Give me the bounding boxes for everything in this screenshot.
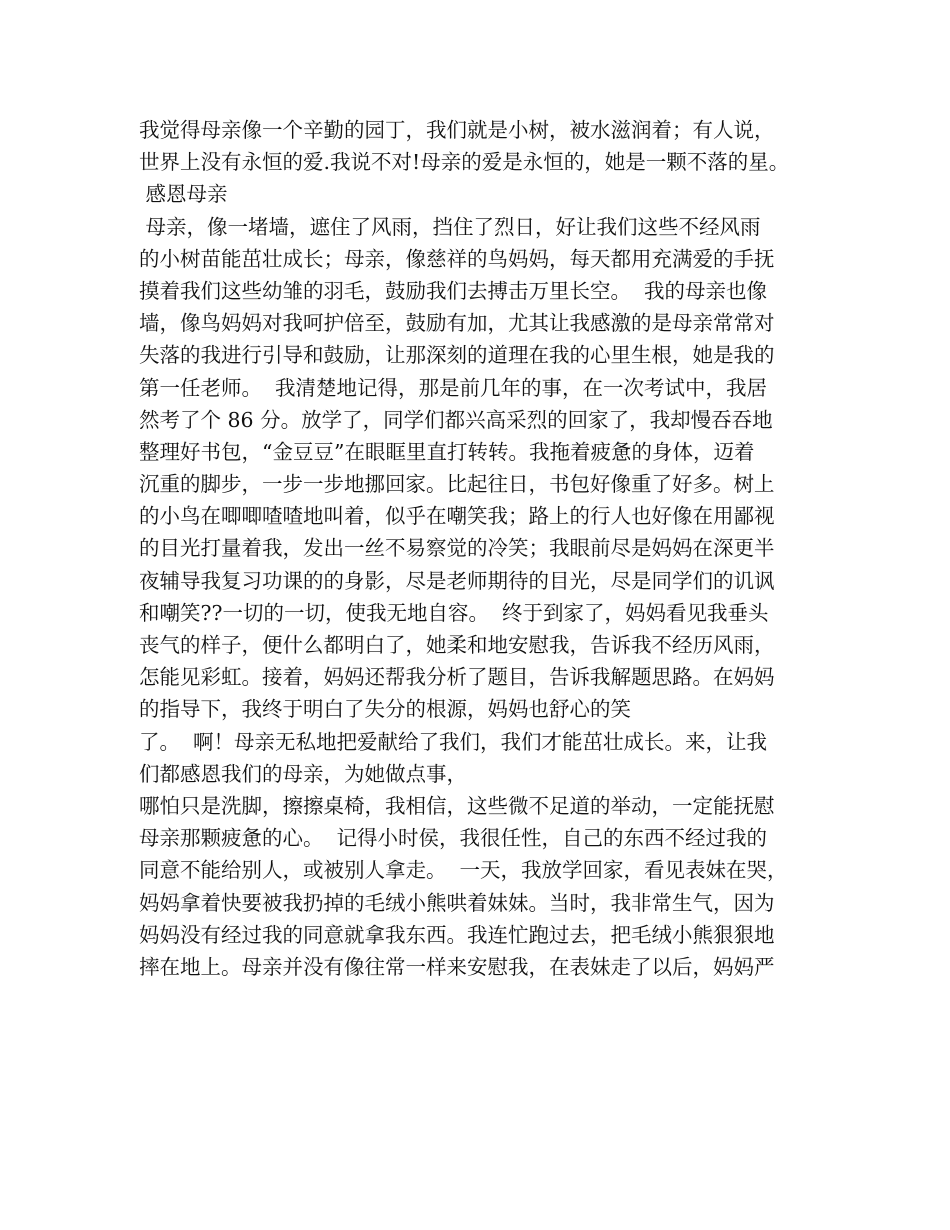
text-line: 然考了个 86 分。放学了，同学们都兴高采烈的回家了，我却慢吞吞地: [139, 407, 773, 432]
text-line: 们都感恩我们的母亲，为她做点事，: [139, 761, 467, 786]
text-line: 哪怕只是洗脚，擦擦桌椅，我相信，这些微不足道的举动，一定能抚慰: [139, 793, 775, 818]
text-line: 第一任老师。 我清楚地记得，那是前几年的事，在一次考试中，我居: [139, 375, 768, 400]
text-line: 摔在地上。母亲并没有像往常一样来安慰我，在表妹走了以后，妈妈严: [139, 954, 775, 979]
text-line: 的目光打量着我，发出一丝不易察觉的冷笑；我眼前尽是妈妈在深更半: [139, 536, 775, 561]
text-line: 我觉得母亲像一个辛勤的园丁，我们就是小树，被水滋润着；有人说，: [139, 118, 775, 142]
text-line: 失落的我进行引导和鼓励，让那深刻的道理在我的心里生根，她是我的: [139, 343, 775, 368]
text-line: 沉重的脚步，一步一步地挪回家。比起往日，书包好像重了好多。树上: [139, 472, 775, 497]
text-line: 墙，像鸟妈妈对我呵护倍至，鼓励有加，尤其让我感激的是母亲常常对: [139, 311, 775, 336]
text-line: 了。 啊！母亲无私地把爱献给了我们，我们才能茁壮成长。来，让我: [139, 729, 768, 754]
text-line: 妈妈拿着快要被我扔掉的毛绒小熊哄着妹妹。当时，我非常生气，因为: [139, 890, 775, 915]
text-line: 摸着我们这些幼雏的羽毛，鼓励我们去搏击万里长空。 我的母亲也像: [139, 278, 768, 303]
text-line: 夜辅导我复习功课的的身影，尽是老师期待的目光，尽是同学们的讥讽: [139, 568, 775, 593]
text-line: 妈妈没有经过我的同意就拿我东西。我连忙跑过去，把毛绒小熊狠狠地: [139, 922, 775, 947]
text-line: 母亲那颗疲惫的心。 记得小时侯，我很任性，自己的东西不经过我的: [139, 826, 768, 851]
text-line: 的指导下，我终于明白了失分的根源，妈妈也舒心的笑: [139, 697, 631, 722]
text-line: 丧气的样子，便什么都明白了，她柔和地安慰我，告诉我不经历风雨，: [139, 633, 775, 657]
section-heading: 感恩母亲: [139, 182, 228, 207]
text-line: 怎能见彩虹。接着，妈妈还帮我分析了题目，告诉我解题思路。在妈妈: [139, 665, 775, 690]
text-line: 同意不能给别人，或被别人拿走。 一天，我放学回家，看见表妹在哭，: [139, 858, 788, 883]
text-line: 的小鸟在唧唧喳喳地叫着，似乎在嘲笑我；路上的行人也好像在用鄙视: [139, 504, 775, 529]
text-line: 和嘲笑??一切的一切，使我无地自容。 终于到家了，妈妈看见我垂头: [139, 600, 769, 625]
text-line: 世界上没有永恒的爱.我说不对!母亲的爱是永恒的，她是一颗不落的星。: [139, 150, 790, 175]
text-line: 母亲，像一堵墙，遮住了风雨，挡住了烈日，好让我们这些不经风雨: [139, 214, 761, 239]
body-text: [139, 114, 839, 983]
text-line: 整理好书包，“金豆豆”在眼眶里直打转转。我拖着疲惫的身体，迈着: [139, 439, 755, 464]
text-line: 的小树苗能茁壮成长；母亲，像慈祥的鸟妈妈，每天都用充满爱的手抚: [139, 246, 775, 271]
